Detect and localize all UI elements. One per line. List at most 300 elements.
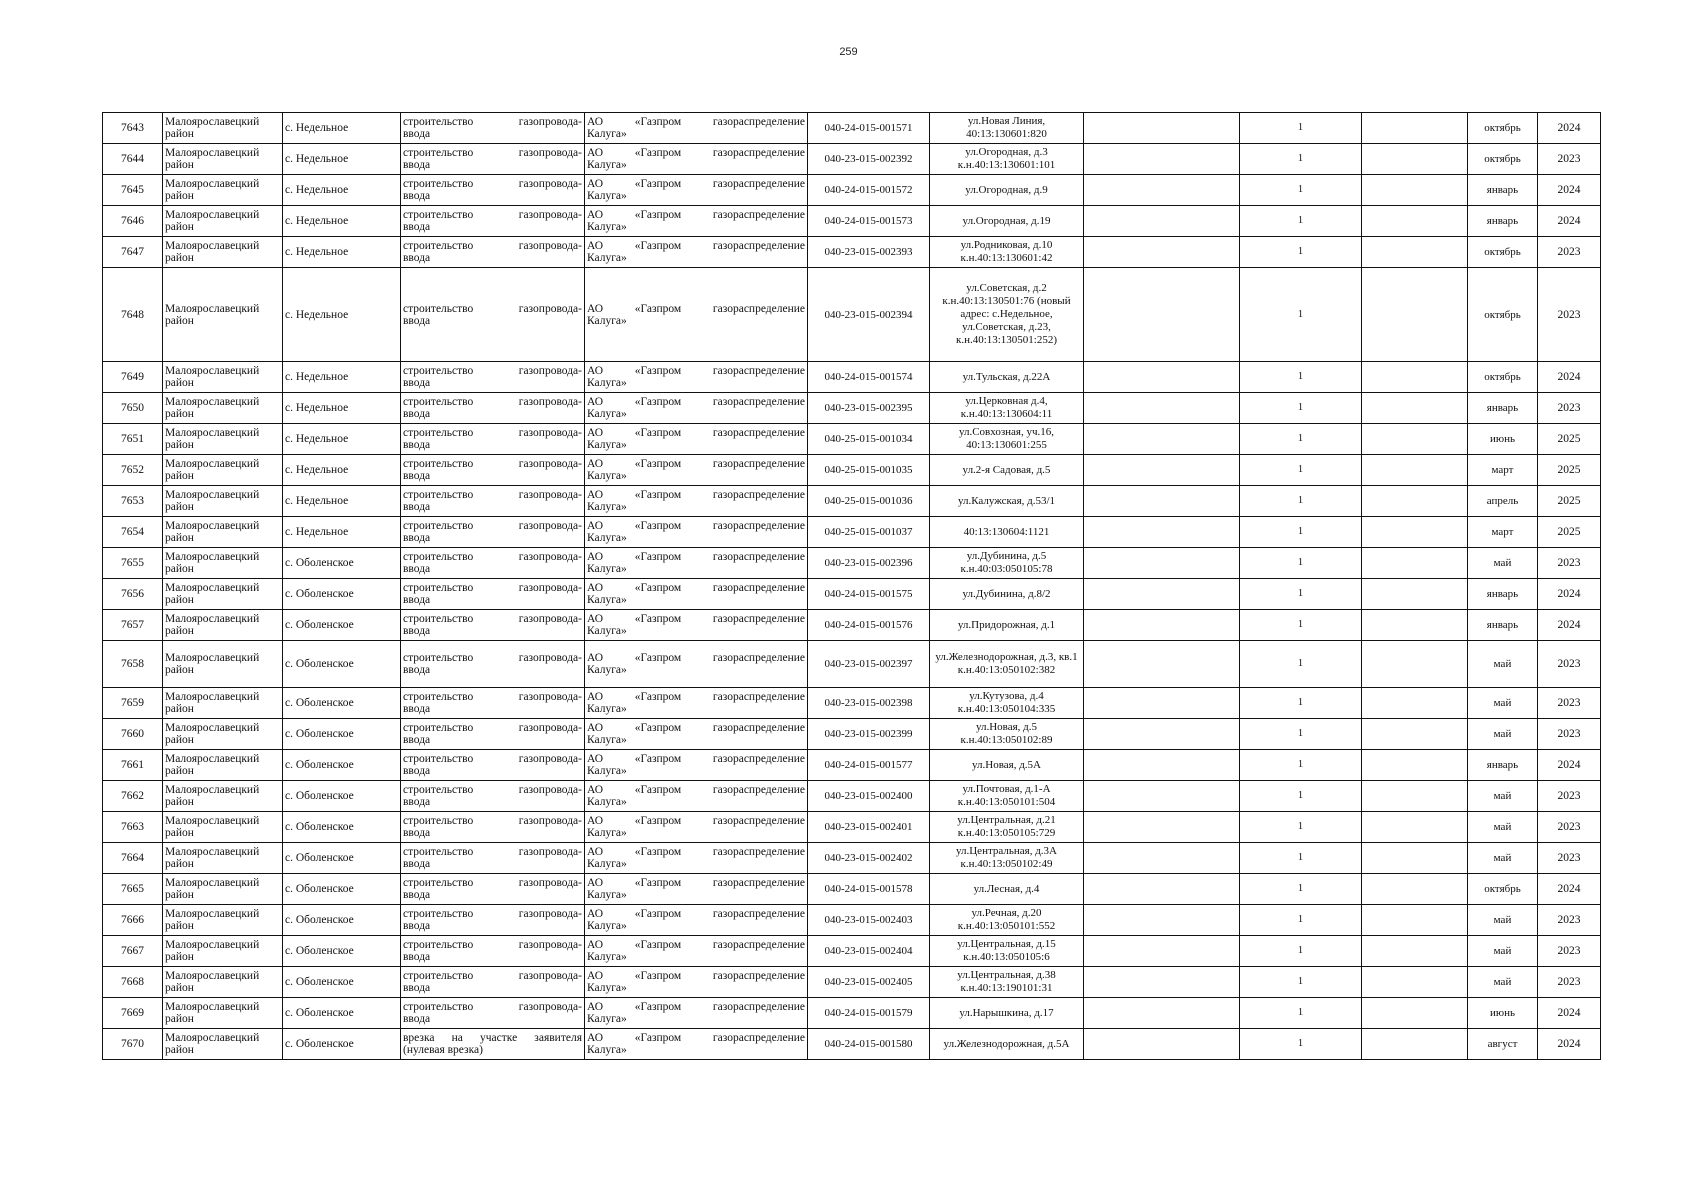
month-cell: май bbox=[1468, 936, 1538, 967]
district-cell: Малоярославецкий район bbox=[163, 719, 283, 750]
district-cell: Малоярославецкий район bbox=[163, 998, 283, 1029]
work-type-line-1: строительство газопровода- bbox=[403, 396, 582, 408]
month-cell: май bbox=[1468, 967, 1538, 998]
month-cell: май bbox=[1468, 843, 1538, 874]
year-cell: 2023 bbox=[1538, 936, 1601, 967]
organization-line-1: АО «Газпром газораспределение bbox=[587, 846, 805, 858]
empty-cell bbox=[1362, 486, 1468, 517]
row-number: 7659 bbox=[103, 688, 163, 719]
empty-cell bbox=[1362, 1029, 1468, 1060]
work-type-cell bbox=[401, 874, 585, 905]
organization-line-2: Калуга» bbox=[587, 664, 627, 676]
application-code-cell: 040-23-015-002395 bbox=[808, 393, 930, 424]
row-number: 7669 bbox=[103, 998, 163, 1029]
row-number: 7665 bbox=[103, 874, 163, 905]
empty-cell bbox=[1084, 967, 1240, 998]
application-code-cell: 040-24-015-001574 bbox=[808, 362, 930, 393]
district-cell: Малоярославецкий район bbox=[163, 936, 283, 967]
empty-cell bbox=[1362, 781, 1468, 812]
settlement-cell: с. Оболенское bbox=[283, 610, 401, 641]
district-cell: Малоярославецкий район bbox=[163, 905, 283, 936]
application-code-cell: 040-25-015-001035 bbox=[808, 455, 930, 486]
organization-line-1: АО «Газпром газораспределение bbox=[587, 365, 805, 377]
table-row bbox=[103, 781, 1601, 812]
organization-line-2: Калуга» bbox=[587, 470, 627, 482]
table-row bbox=[103, 998, 1601, 1029]
settlement-cell: с. Оболенское bbox=[283, 843, 401, 874]
empty-cell bbox=[1084, 268, 1240, 362]
quantity-cell: 1 bbox=[1240, 641, 1362, 688]
settlement-cell: с. Оболенское bbox=[283, 1029, 401, 1060]
work-type-cell bbox=[401, 688, 585, 719]
year-cell: 2024 bbox=[1538, 1029, 1601, 1060]
organization-line-2: Калуга» bbox=[587, 796, 627, 808]
district-cell: Малоярославецкий район bbox=[163, 548, 283, 579]
district-cell: Малоярославецкий район bbox=[163, 175, 283, 206]
work-type-cell bbox=[401, 719, 585, 750]
empty-cell bbox=[1362, 237, 1468, 268]
settlement-cell: с. Оболенское bbox=[283, 781, 401, 812]
application-code-cell: 040-23-015-002405 bbox=[808, 967, 930, 998]
empty-cell bbox=[1084, 750, 1240, 781]
work-type-line-1: строительство газопровода- bbox=[403, 815, 582, 827]
application-code-cell: 040-25-015-001036 bbox=[808, 486, 930, 517]
row-number: 7657 bbox=[103, 610, 163, 641]
empty-cell bbox=[1084, 175, 1240, 206]
organization-cell bbox=[585, 455, 808, 486]
application-code-cell: 040-23-015-002394 bbox=[808, 268, 930, 362]
quantity-cell: 1 bbox=[1240, 967, 1362, 998]
work-type-line-2: ввода bbox=[403, 765, 431, 777]
work-type-cell bbox=[401, 393, 585, 424]
row-number: 7655 bbox=[103, 548, 163, 579]
district-cell: Малоярославецкий район bbox=[163, 688, 283, 719]
year-cell: 2024 bbox=[1538, 610, 1601, 641]
organization-line-1: АО «Газпром газораспределение bbox=[587, 458, 805, 470]
table-row bbox=[103, 750, 1601, 781]
organization-line-2: Калуга» bbox=[587, 1013, 627, 1025]
work-type-cell bbox=[401, 781, 585, 812]
district-cell: Малоярославецкий район bbox=[163, 843, 283, 874]
address-cell: ул.Калужская, д.53/1 bbox=[930, 486, 1084, 517]
organization-line-2: Калуга» bbox=[587, 128, 627, 140]
empty-cell bbox=[1084, 688, 1240, 719]
address-cell: ул.Железнодорожная, д.5А bbox=[930, 1029, 1084, 1060]
district-cell: Малоярославецкий район bbox=[163, 237, 283, 268]
address-cell: ул.Огородная, д.19 bbox=[930, 206, 1084, 237]
quantity-cell: 1 bbox=[1240, 455, 1362, 486]
row-number: 7646 bbox=[103, 206, 163, 237]
settlement-cell: с. Недельное bbox=[283, 424, 401, 455]
work-type-line-2: ввода bbox=[403, 734, 431, 746]
table-row bbox=[103, 455, 1601, 486]
empty-cell bbox=[1084, 424, 1240, 455]
year-cell: 2025 bbox=[1538, 486, 1601, 517]
row-number: 7661 bbox=[103, 750, 163, 781]
empty-cell bbox=[1362, 517, 1468, 548]
empty-cell bbox=[1362, 874, 1468, 905]
year-cell: 2023 bbox=[1538, 905, 1601, 936]
address-cell: ул.Советская, д.2 к.н.40:13:130501:76 (новый адрес: с.Недельное, ул.Советская, д.23, к.н.40:13:130501:252) bbox=[930, 268, 1084, 362]
month-cell: октябрь bbox=[1468, 874, 1538, 905]
empty-cell bbox=[1084, 237, 1240, 268]
organization-line-2: Калуга» bbox=[587, 889, 627, 901]
work-type-line-1: врезка на участке заявителя bbox=[403, 1032, 582, 1044]
application-code-cell: 040-24-015-001576 bbox=[808, 610, 930, 641]
empty-cell bbox=[1362, 688, 1468, 719]
empty-cell bbox=[1084, 781, 1240, 812]
month-cell: апрель bbox=[1468, 486, 1538, 517]
month-cell: январь bbox=[1468, 206, 1538, 237]
row-number: 7670 bbox=[103, 1029, 163, 1060]
application-code-cell: 040-23-015-002402 bbox=[808, 843, 930, 874]
quantity-cell: 1 bbox=[1240, 610, 1362, 641]
address-cell: ул.Новая, д.5 к.н.40:13:050102:89 bbox=[930, 719, 1084, 750]
work-type-line-2: ввода bbox=[403, 128, 431, 140]
year-cell: 2023 bbox=[1538, 237, 1601, 268]
application-code-cell: 040-25-015-001034 bbox=[808, 424, 930, 455]
organization-cell bbox=[585, 1029, 808, 1060]
table-row bbox=[103, 393, 1601, 424]
empty-cell bbox=[1362, 579, 1468, 610]
address-cell: ул.Новая, д.5А bbox=[930, 750, 1084, 781]
application-code-cell: 040-23-015-002396 bbox=[808, 548, 930, 579]
application-code-cell: 040-24-015-001575 bbox=[808, 579, 930, 610]
empty-cell bbox=[1084, 843, 1240, 874]
address-cell: ул.Родниковая, д.10 к.н.40:13:130601:42 bbox=[930, 237, 1084, 268]
empty-cell bbox=[1362, 750, 1468, 781]
settlement-cell: с. Оболенское bbox=[283, 641, 401, 688]
organization-cell bbox=[585, 610, 808, 641]
organization-cell bbox=[585, 812, 808, 843]
year-cell: 2023 bbox=[1538, 268, 1601, 362]
work-type-cell bbox=[401, 455, 585, 486]
year-cell: 2024 bbox=[1538, 579, 1601, 610]
application-code-cell: 040-23-015-002399 bbox=[808, 719, 930, 750]
organization-line-2: Калуга» bbox=[587, 703, 627, 715]
work-type-line-1: строительство газопровода- bbox=[403, 970, 582, 982]
district-cell: Малоярославецкий район bbox=[163, 750, 283, 781]
organization-line-2: Калуга» bbox=[587, 1044, 627, 1056]
organization-line-1: АО «Газпром газораспределение bbox=[587, 1001, 805, 1013]
table-row bbox=[103, 812, 1601, 843]
organization-cell bbox=[585, 424, 808, 455]
quantity-cell: 1 bbox=[1240, 905, 1362, 936]
empty-cell bbox=[1362, 548, 1468, 579]
work-type-line-2: ввода bbox=[403, 563, 431, 575]
organization-line-1: АО «Газпром газораспределение bbox=[587, 302, 805, 315]
settlement-cell: с. Недельное bbox=[283, 113, 401, 144]
address-cell: ул.Лесная, д.4 bbox=[930, 874, 1084, 905]
organization-cell bbox=[585, 113, 808, 144]
month-cell: октябрь bbox=[1468, 144, 1538, 175]
organization-cell bbox=[585, 750, 808, 781]
work-type-line-2: ввода bbox=[403, 625, 431, 637]
organization-line-1: АО «Газпром газораспределение bbox=[587, 691, 805, 703]
quantity-cell: 1 bbox=[1240, 688, 1362, 719]
district-cell: Малоярославецкий район bbox=[163, 812, 283, 843]
organization-cell bbox=[585, 843, 808, 874]
quantity-cell: 1 bbox=[1240, 579, 1362, 610]
table-row bbox=[103, 175, 1601, 206]
application-code-cell: 040-23-015-002393 bbox=[808, 237, 930, 268]
settlement-cell: с. Оболенское bbox=[283, 967, 401, 998]
quantity-cell: 1 bbox=[1240, 517, 1362, 548]
organization-line-1: АО «Газпром газораспределение bbox=[587, 1032, 805, 1044]
application-code-cell: 040-24-015-001579 bbox=[808, 998, 930, 1029]
row-number: 7644 bbox=[103, 144, 163, 175]
month-cell: октябрь bbox=[1468, 362, 1538, 393]
table-row bbox=[103, 362, 1601, 393]
work-type-line-1: строительство газопровода- bbox=[403, 458, 582, 470]
empty-cell bbox=[1084, 719, 1240, 750]
empty-cell bbox=[1362, 936, 1468, 967]
table-row bbox=[103, 579, 1601, 610]
work-type-line-1: строительство газопровода- bbox=[403, 302, 582, 315]
address-cell: ул.Придорожная, д.1 bbox=[930, 610, 1084, 641]
settlement-cell: с. Недельное bbox=[283, 237, 401, 268]
organization-cell bbox=[585, 781, 808, 812]
settlement-cell: с. Недельное bbox=[283, 175, 401, 206]
table-row bbox=[103, 967, 1601, 998]
month-cell: май bbox=[1468, 641, 1538, 688]
organization-line-1: АО «Газпром газораспределение bbox=[587, 722, 805, 734]
work-type-line-1: строительство газопровода- bbox=[403, 1001, 582, 1013]
settlement-cell: с. Оболенское bbox=[283, 874, 401, 905]
quantity-cell: 1 bbox=[1240, 362, 1362, 393]
organization-line-1: АО «Газпром газораспределение bbox=[587, 209, 805, 221]
organization-cell bbox=[585, 998, 808, 1029]
organization-line-2: Калуга» bbox=[587, 563, 627, 575]
organization-line-2: Калуга» bbox=[587, 594, 627, 606]
month-cell: август bbox=[1468, 1029, 1538, 1060]
organization-cell bbox=[585, 719, 808, 750]
quantity-cell: 1 bbox=[1240, 719, 1362, 750]
empty-cell bbox=[1362, 268, 1468, 362]
work-type-cell bbox=[401, 424, 585, 455]
organization-line-2: Калуга» bbox=[587, 377, 627, 389]
application-code-cell: 040-24-015-001577 bbox=[808, 750, 930, 781]
month-cell: март bbox=[1468, 517, 1538, 548]
quantity-cell: 1 bbox=[1240, 843, 1362, 874]
work-type-cell bbox=[401, 1029, 585, 1060]
table-body bbox=[103, 113, 1601, 1060]
year-cell: 2023 bbox=[1538, 144, 1601, 175]
address-cell: ул.Дубинина, д.8/2 bbox=[930, 579, 1084, 610]
organization-line-1: АО «Газпром газораспределение bbox=[587, 582, 805, 594]
row-number: 7647 bbox=[103, 237, 163, 268]
organization-cell bbox=[585, 486, 808, 517]
month-cell: июнь bbox=[1468, 424, 1538, 455]
settlement-cell: с. Оболенское bbox=[283, 998, 401, 1029]
address-cell: ул.Огородная, д.3 к.н.40:13:130601:101 bbox=[930, 144, 1084, 175]
organization-line-1: АО «Газпром газораспределение bbox=[587, 240, 805, 252]
empty-cell bbox=[1362, 455, 1468, 486]
application-code-cell: 040-23-015-002400 bbox=[808, 781, 930, 812]
organization-line-2: Калуга» bbox=[587, 190, 627, 202]
row-number: 7650 bbox=[103, 393, 163, 424]
application-code-cell: 040-24-015-001578 bbox=[808, 874, 930, 905]
settlement-cell: с. Недельное bbox=[283, 486, 401, 517]
empty-cell bbox=[1362, 998, 1468, 1029]
settlement-cell: с. Недельное bbox=[283, 206, 401, 237]
work-type-line-2: ввода bbox=[403, 252, 431, 264]
month-cell: январь bbox=[1468, 579, 1538, 610]
empty-cell bbox=[1084, 874, 1240, 905]
empty-cell bbox=[1084, 113, 1240, 144]
table-row bbox=[103, 548, 1601, 579]
district-cell: Малоярославецкий район bbox=[163, 1029, 283, 1060]
district-cell: Малоярославецкий район bbox=[163, 641, 283, 688]
empty-cell bbox=[1084, 641, 1240, 688]
work-type-line-2: ввода bbox=[403, 796, 431, 808]
organization-line-1: АО «Газпром газораспределение bbox=[587, 753, 805, 765]
address-cell: ул.Центральная, д.15 к.н.40:13:050105:6 bbox=[930, 936, 1084, 967]
address-cell: ул.Кутузова, д.4 к.н.40:13:050104:335 bbox=[930, 688, 1084, 719]
work-type-line-1: строительство газопровода- bbox=[403, 784, 582, 796]
address-cell: ул.Центральная, д.21 к.н.40:13:050105:729 bbox=[930, 812, 1084, 843]
organization-line-2: Калуга» bbox=[587, 625, 627, 637]
application-code-cell: 040-24-015-001580 bbox=[808, 1029, 930, 1060]
row-number: 7663 bbox=[103, 812, 163, 843]
month-cell: май bbox=[1468, 688, 1538, 719]
work-type-line-2: (нулевая врезка) bbox=[403, 1044, 483, 1056]
year-cell: 2025 bbox=[1538, 455, 1601, 486]
application-code-cell: 040-23-015-002403 bbox=[808, 905, 930, 936]
quantity-cell: 1 bbox=[1240, 936, 1362, 967]
month-cell: май bbox=[1468, 781, 1538, 812]
work-type-cell bbox=[401, 362, 585, 393]
row-number: 7667 bbox=[103, 936, 163, 967]
table-row bbox=[103, 1029, 1601, 1060]
settlement-cell: с. Недельное bbox=[283, 455, 401, 486]
organization-line-2: Калуга» bbox=[587, 734, 627, 746]
row-number: 7653 bbox=[103, 486, 163, 517]
empty-cell bbox=[1084, 610, 1240, 641]
table-row bbox=[103, 268, 1601, 362]
district-cell: Малоярославецкий район bbox=[163, 144, 283, 175]
empty-cell bbox=[1084, 206, 1240, 237]
quantity-cell: 1 bbox=[1240, 393, 1362, 424]
month-cell: май bbox=[1468, 905, 1538, 936]
month-cell: январь bbox=[1468, 175, 1538, 206]
district-cell: Малоярославецкий район bbox=[163, 113, 283, 144]
district-cell: Малоярославецкий район bbox=[163, 393, 283, 424]
work-type-line-2: ввода bbox=[403, 858, 431, 870]
work-type-line-2: ввода bbox=[403, 1013, 431, 1025]
work-type-line-1: строительство газопровода- bbox=[403, 939, 582, 951]
work-type-line-2: ввода bbox=[403, 703, 431, 715]
organization-line-1: АО «Газпром газораспределение bbox=[587, 551, 805, 563]
organization-line-1: АО «Газпром газораспределение bbox=[587, 613, 805, 625]
empty-cell bbox=[1084, 517, 1240, 548]
row-number: 7656 bbox=[103, 579, 163, 610]
settlement-cell: с. Оболенское bbox=[283, 579, 401, 610]
district-cell: Малоярославецкий район bbox=[163, 455, 283, 486]
work-type-line-2: ввода bbox=[403, 951, 431, 963]
organization-line-2: Калуга» bbox=[587, 858, 627, 870]
month-cell: октябрь bbox=[1468, 268, 1538, 362]
table-row bbox=[103, 206, 1601, 237]
work-type-cell bbox=[401, 486, 585, 517]
work-type-line-2: ввода bbox=[403, 439, 431, 451]
empty-cell bbox=[1084, 144, 1240, 175]
organization-line-1: АО «Газпром газораспределение bbox=[587, 815, 805, 827]
organization-line-1: АО «Газпром газораспределение bbox=[587, 520, 805, 532]
settlement-cell: с. Оболенское bbox=[283, 719, 401, 750]
work-type-line-2: ввода bbox=[403, 314, 431, 327]
address-cell: ул.Нарышкина, д.17 bbox=[930, 998, 1084, 1029]
district-cell: Малоярославецкий район bbox=[163, 781, 283, 812]
empty-cell bbox=[1084, 486, 1240, 517]
row-number: 7651 bbox=[103, 424, 163, 455]
empty-cell bbox=[1362, 610, 1468, 641]
quantity-cell: 1 bbox=[1240, 812, 1362, 843]
empty-cell bbox=[1362, 175, 1468, 206]
organization-line-1: АО «Газпром газораспределение bbox=[587, 427, 805, 439]
work-type-cell bbox=[401, 175, 585, 206]
work-type-line-2: ввода bbox=[403, 159, 431, 171]
organization-cell bbox=[585, 579, 808, 610]
empty-cell bbox=[1362, 843, 1468, 874]
month-cell: январь bbox=[1468, 610, 1538, 641]
work-type-line-1: строительство газопровода- bbox=[403, 240, 582, 252]
year-cell: 2024 bbox=[1538, 113, 1601, 144]
quantity-cell: 1 bbox=[1240, 548, 1362, 579]
year-cell: 2025 bbox=[1538, 517, 1601, 548]
year-cell: 2023 bbox=[1538, 967, 1601, 998]
row-number: 7648 bbox=[103, 268, 163, 362]
organization-line-1: АО «Газпром газораспределение bbox=[587, 877, 805, 889]
organization-line-2: Калуга» bbox=[587, 501, 627, 513]
district-cell: Малоярославецкий район bbox=[163, 206, 283, 237]
organization-cell bbox=[585, 206, 808, 237]
work-type-line-1: строительство газопровода- bbox=[403, 753, 582, 765]
organization-cell bbox=[585, 936, 808, 967]
work-type-line-1: строительство газопровода- bbox=[403, 489, 582, 501]
quantity-cell: 1 bbox=[1240, 486, 1362, 517]
work-type-cell bbox=[401, 548, 585, 579]
year-cell: 2025 bbox=[1538, 424, 1601, 455]
empty-cell bbox=[1084, 1029, 1240, 1060]
year-cell: 2024 bbox=[1538, 362, 1601, 393]
work-type-cell bbox=[401, 750, 585, 781]
work-type-line-2: ввода bbox=[403, 501, 431, 513]
year-cell: 2023 bbox=[1538, 812, 1601, 843]
empty-cell bbox=[1362, 905, 1468, 936]
month-cell: октябрь bbox=[1468, 113, 1538, 144]
district-cell: Малоярославецкий район bbox=[163, 486, 283, 517]
district-cell: Малоярославецкий район bbox=[163, 424, 283, 455]
organization-cell bbox=[585, 967, 808, 998]
empty-cell bbox=[1362, 393, 1468, 424]
work-type-line-1: строительство газопровода- bbox=[403, 520, 582, 532]
quantity-cell: 1 bbox=[1240, 1029, 1362, 1060]
organization-cell bbox=[585, 905, 808, 936]
address-cell: ул.Железнодорожная, д.3, кв.1 к.н.40:13:050102:382 bbox=[930, 641, 1084, 688]
row-number: 7652 bbox=[103, 455, 163, 486]
empty-cell bbox=[1084, 455, 1240, 486]
organization-line-2: Калуга» bbox=[587, 951, 627, 963]
month-cell: май bbox=[1468, 719, 1538, 750]
address-cell: ул.Совхозная, уч.16, 40:13:130601:255 bbox=[930, 424, 1084, 455]
empty-cell bbox=[1084, 362, 1240, 393]
empty-cell bbox=[1084, 812, 1240, 843]
district-cell: Малоярославецкий район bbox=[163, 362, 283, 393]
work-type-line-1: строительство газопровода- bbox=[403, 722, 582, 734]
address-cell: ул.Дубинина, д.5 к.н.40:03:050105:78 bbox=[930, 548, 1084, 579]
application-code-cell: 040-23-015-002392 bbox=[808, 144, 930, 175]
